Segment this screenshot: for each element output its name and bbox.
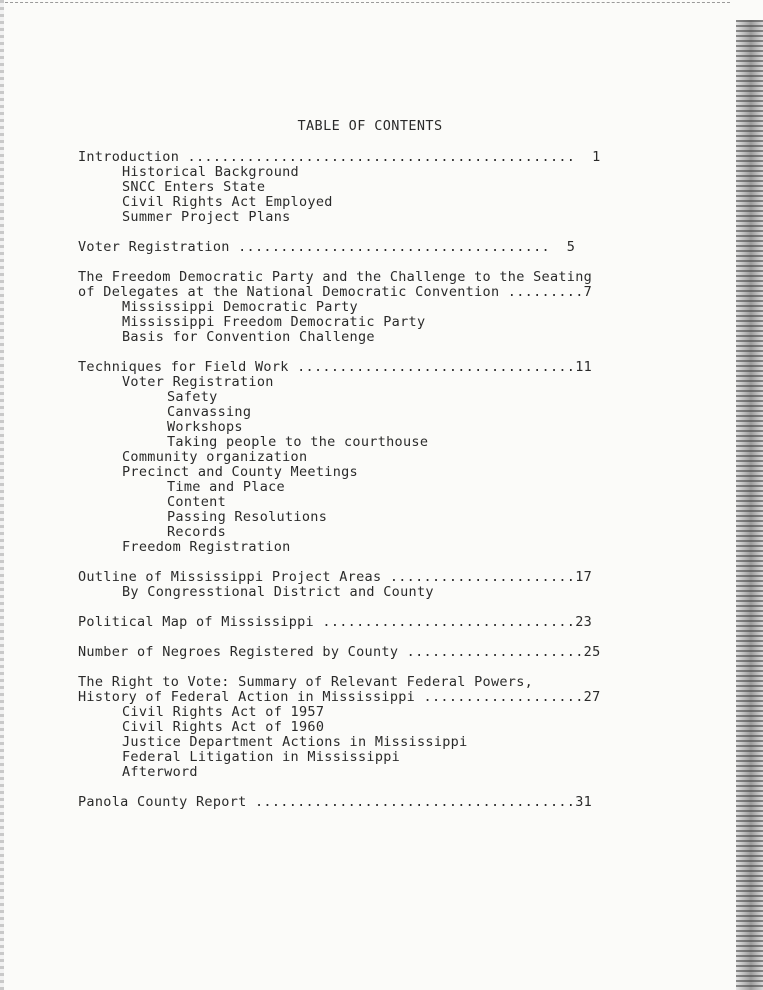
toc-subentry: By Congresstional District and County [122, 584, 434, 600]
toc-subentry: Precinct and County Meetings [122, 464, 358, 480]
toc-subentry: Workshops [167, 419, 243, 435]
toc-entry: Introduction .............................................. 1 [78, 149, 601, 165]
toc-subentry: Civil Rights Act of 1960 [122, 719, 325, 735]
toc-entry: Panola County Report ......................................31 [78, 794, 593, 810]
top-edge-rule [0, 2, 730, 3]
toc-entry: Number of Negroes Registered by County .....................25 [78, 644, 601, 660]
toc-entry: of Delegates at the National Democratic Convention .........7 [78, 284, 593, 300]
toc-subentry: Civil Rights Act Employed [122, 194, 333, 210]
toc-entry: The Right to Vote: Summary of Relevant Federal Powers, [78, 674, 534, 690]
toc-subentry: Civil Rights Act of 1957 [122, 704, 325, 720]
toc-subentry: Historical Background [122, 164, 299, 180]
toc-subentry: Voter Registration [122, 374, 274, 390]
toc-subentry: Records [167, 524, 226, 540]
toc-entry: The Freedom Democratic Party and the Challenge to the Seating [78, 269, 593, 285]
toc-subentry: Mississippi Democratic Party [122, 299, 358, 315]
toc-subentry: Canvassing [167, 404, 252, 420]
toc-subentry: Safety [167, 389, 218, 405]
right-scan-edge [736, 20, 763, 990]
toc-subentry: Basis for Convention Challenge [122, 329, 375, 345]
toc-subentry: Freedom Registration [122, 539, 291, 555]
toc-subentry: Summer Project Plans [122, 209, 291, 225]
toc-entry: Outline of Mississippi Project Areas ......................17 [78, 569, 593, 585]
toc-subentry: Afterword [122, 764, 198, 780]
toc-entry: History of Federal Action in Mississippi ...................27 [78, 689, 601, 705]
toc-subentry: Passing Resolutions [167, 509, 328, 525]
page-title: TABLE OF CONTENTS [297, 118, 443, 134]
toc-subentry: Taking people to the courthouse [167, 434, 429, 450]
toc-subentry: Justice Department Actions in Mississippi [122, 734, 468, 750]
toc-subentry: Mississippi Freedom Democratic Party [122, 314, 426, 330]
toc-entry: Techniques for Field Work .................................11 [78, 359, 593, 375]
toc-subentry: SNCC Enters State [122, 179, 266, 195]
toc-subentry: Time and Place [167, 479, 285, 495]
left-scan-edge [0, 0, 4, 990]
toc-subentry: Federal Litigation in Mississippi [122, 749, 401, 765]
toc-entry: Voter Registration ..................................... 5 [78, 239, 576, 255]
toc-subentry: Community organization [122, 449, 308, 465]
toc-entry: Political Map of Mississippi ..............................23 [78, 614, 593, 630]
toc-subentry: Content [167, 494, 226, 510]
